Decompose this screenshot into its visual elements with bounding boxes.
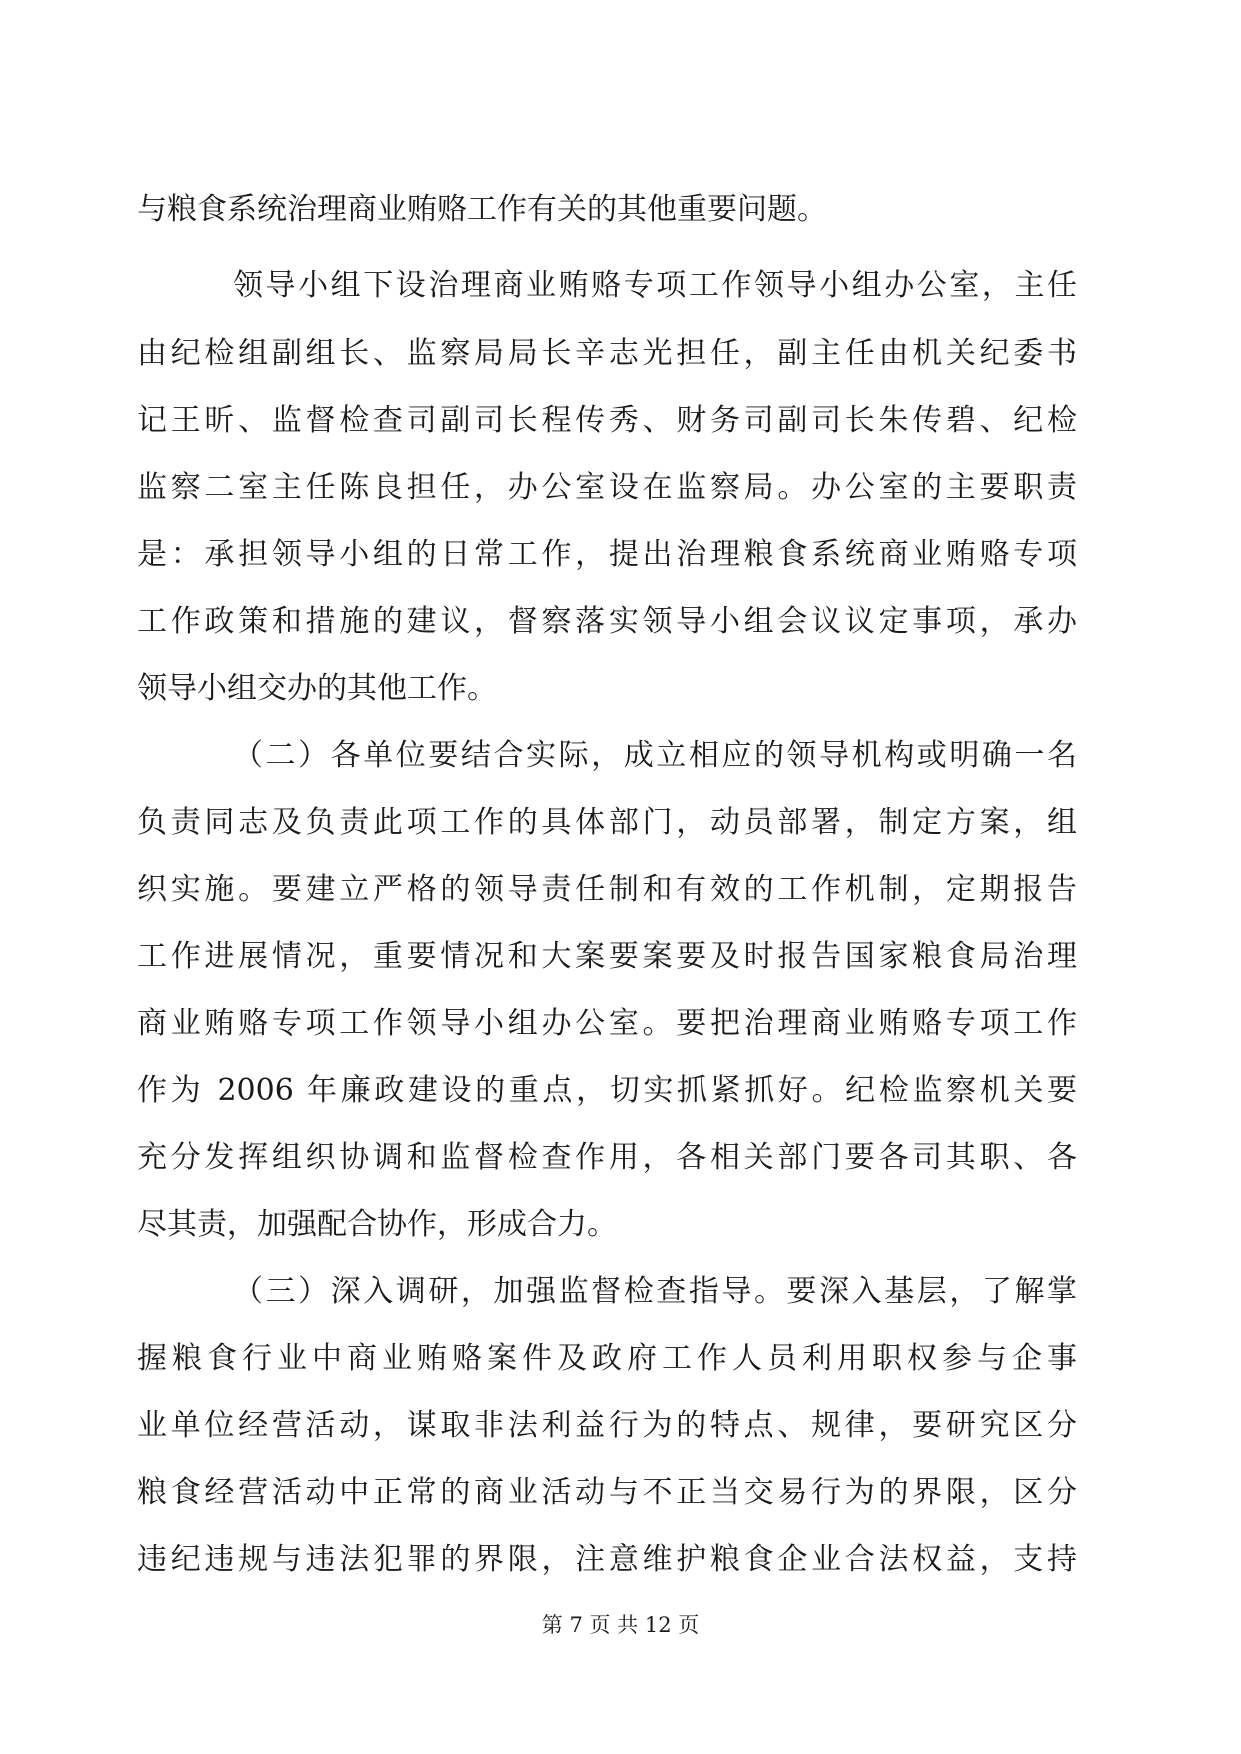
- paragraph-line: 违纪违规与违法犯罪的界限，注意维护粮食企业合法权益，支持: [137, 1542, 1077, 1577]
- paragraph-line: 是：承担领导小组的日常工作，提出治理粮食系统商业贿赂专项: [137, 537, 1077, 572]
- paragraph-line: 与粮食系统治理商业贿赂工作有关的其他重要问题。: [137, 192, 827, 227]
- paragraph-line: 工作政策和措施的建议，督察落实领导小组会议议定事项，承办: [137, 604, 1077, 639]
- paragraph-line: 握粮食行业中商业贿赂案件及政府工作人员利用职权参与企事: [137, 1341, 1077, 1376]
- paragraph-line: 充分发挥组织协调和监督检查作用，各相关部门要各司其职、各: [137, 1140, 1077, 1175]
- paragraph-line: 商业贿赂专项工作领导小组办公室。要把治理商业贿赂专项工作: [137, 1006, 1077, 1041]
- paragraph-line: 由纪检组副组长、监察局局长辛志光担任，副主任由机关纪委书: [137, 336, 1077, 371]
- paragraph-line: 作为 2006 年廉政建设的重点，切实抓紧抓好。纪检监察机关要: [137, 1073, 1077, 1108]
- page-number-footer: 第 7 页 共 12 页: [541, 1613, 700, 1637]
- paragraph-line: 领导小组下设治理商业贿赂专项工作领导小组办公室，主任: [233, 268, 1077, 303]
- paragraph-line: 工作进展情况，重要情况和大案要案要及时报告国家粮食局治理: [137, 939, 1077, 974]
- paragraph-line: 领导小组交办的其他工作。: [137, 671, 497, 706]
- paragraph-line: （二）各单位要结合实际，成立相应的领导机构或明确一名: [233, 738, 1077, 773]
- paragraph-line: 粮食经营活动中正常的商业活动与不正当交易行为的界限，区分: [137, 1475, 1077, 1510]
- paragraph-line: 织实施。要建立严格的领导责任制和有效的工作机制，定期报告: [137, 872, 1077, 907]
- paragraph-line: 记王昕、监督检查司副司长程传秀、财务司副司长朱传碧、纪检: [137, 403, 1077, 438]
- paragraph-line: （三）深入调研，加强监督检查指导。要深入基层，了解掌: [233, 1274, 1077, 1309]
- paragraph-line: 监察二室主任陈良担任，办公室设在监察局。办公室的主要职责: [137, 470, 1077, 505]
- paragraph-line: 负责同志及负责此项工作的具体部门，动员部署，制定方案，组: [137, 805, 1077, 840]
- paragraph-line: 尽其责，加强配合协作，形成合力。: [137, 1207, 617, 1242]
- paragraph-line: 业单位经营活动，谋取非法利益行为的特点、规律，要研究区分: [137, 1408, 1077, 1443]
